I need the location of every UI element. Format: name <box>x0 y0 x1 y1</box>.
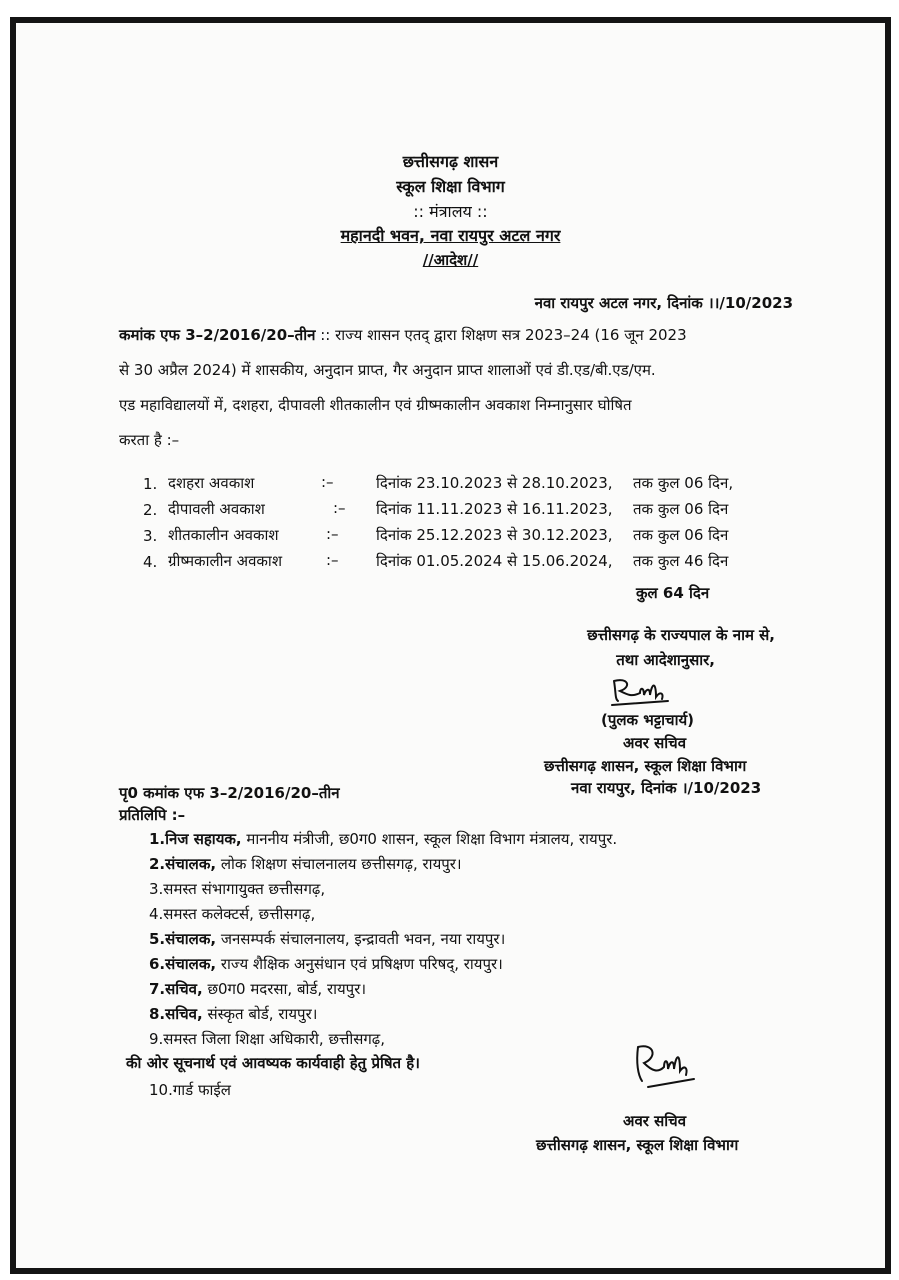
copy-to-label: प्रतिलिपि :– <box>119 806 186 824</box>
list-item <box>149 979 366 999</box>
list-item <box>149 1029 385 1049</box>
holiday-number: 3. <box>143 527 158 545</box>
signature-1 <box>606 673 676 709</box>
holiday-name: दशहरा अवकाश <box>168 474 255 492</box>
copy-recipient-text: 4.समस्त कलेक्टर्स, छत्तीसगढ़, <box>149 905 316 923</box>
holiday-number: 4. <box>143 553 158 571</box>
copy-recipient-text: लोक शिक्षण संचालनालय छत्तीसगढ़, रायपुर। <box>216 855 462 873</box>
holiday-date-range: दिनांक 25.12.2023 से 30.12.2023, <box>376 526 613 544</box>
holiday-date-range: दिनांक 23.10.2023 से 28.10.2023, <box>376 474 613 492</box>
holiday-separator: :– <box>326 551 339 569</box>
signatory-name: (पुलक भट्टाचार्य) <box>601 711 695 729</box>
holiday-separator: :– <box>333 499 346 517</box>
copy-recipient-title: 8.सचिव, <box>149 1005 203 1023</box>
order-number: कमांक एफ 3–2/2016/20–तीन <box>119 326 316 344</box>
order-dateline: नवा रायपुर अटल नगर, दिनांक ।।/10/2023 <box>534 294 793 312</box>
header-department: स्कूल शिक्षा विभाग <box>396 177 505 196</box>
list-item <box>149 954 503 974</box>
signatory-designation: अवर सचिव <box>623 734 687 752</box>
copy-recipient-text: 3.समस्त संभागायुक्त छत्तीसगढ़, <box>149 880 326 898</box>
authority-line-2: तथा आदेशानुसार, <box>616 651 715 669</box>
holiday-date-range: दिनांक 11.11.2023 से 16.11.2023, <box>376 500 613 518</box>
header-ministry: :: मंत्रालय :: <box>413 202 488 221</box>
list-item <box>149 904 315 924</box>
holiday-total: तक कुल 06 दिन <box>633 500 729 518</box>
list-item <box>149 1004 317 1024</box>
signature-2 <box>628 1041 700 1093</box>
copy-recipient-text: छ0ग0 मदरसा, बोर्ड, रायपुर। <box>202 980 367 998</box>
holiday-number: 1. <box>143 475 158 493</box>
order-line-4: करता है :– <box>119 431 180 449</box>
list-item <box>149 829 617 849</box>
holiday-name: शीतकालीन अवकाश <box>168 526 279 544</box>
forward-note: की ओर सूचनार्थ एवं आवष्यक कार्यवाही हेतु प्रेषित है। <box>126 1054 420 1072</box>
header-order-title: //आदेश// <box>422 251 479 269</box>
holiday-number: 2. <box>143 501 158 519</box>
guard-file: 10.गार्ड फाईल <box>149 1081 231 1099</box>
holiday-separator: :– <box>321 473 334 491</box>
document-frame <box>10 17 891 1274</box>
final-sign-designation: अवर सचिव <box>623 1112 687 1130</box>
authority-line-1: छत्तीसगढ़ के राज्यपाल के नाम से, <box>587 626 775 644</box>
grand-total: कुल 64 दिन <box>636 584 710 602</box>
list-item <box>149 854 462 874</box>
holiday-name: दीपावली अवकाश <box>168 500 265 518</box>
header-address: महानदी भवन, नवा रायपुर अटल नगर <box>340 226 561 245</box>
header-state: छत्तीसगढ़ शासन <box>402 152 499 171</box>
copy-recipient-text: माननीय मंत्रीजी, छ0ग0 शासन, स्कूल शिक्षा विभाग मंत्रालय, रायपुर. <box>241 830 618 848</box>
copy-recipient-title: 7.सचिव, <box>149 980 203 998</box>
holiday-date-range: दिनांक 01.05.2024 से 15.06.2024, <box>376 552 613 570</box>
signatory-department: छत्तीसगढ़ शासन, स्कूल शिक्षा विभाग <box>544 757 747 775</box>
list-item <box>149 879 325 899</box>
holiday-total: तक कुल 06 दिन <box>633 526 729 544</box>
order-line-3: एड महाविद्यालयों में, दशहरा, दीपावली शीतकालीन एवं ग्रीष्मकालीन अवकाश निम्नानुसार घोषित <box>119 396 632 414</box>
copy-recipient-text: राज्य शैक्षिक अनुसंधान एवं प्रषिक्षण परिषद्, रायपुर। <box>216 955 503 973</box>
holiday-name: ग्रीष्मकालीन अवकाश <box>168 552 283 570</box>
copy-recipient-text: जनसम्पर्क संचालनालय, इन्द्रावती भवन, नया रायपुर। <box>216 930 506 948</box>
copy-recipient-title: 6.संचालक, <box>149 955 217 973</box>
copy-recipient-text: 9.समस्त जिला शिक्षा अधिकारी, छत्तीसगढ़, <box>149 1030 386 1048</box>
order-text-1: :: राज्य शासन एतद् द्वारा शिक्षण सत्र 2023–24 (16 जून 2023 <box>320 326 687 344</box>
holiday-separator: :– <box>326 525 339 543</box>
order-page <box>16 23 885 1268</box>
copy-recipient-title: 1.निज सहायक, <box>149 830 242 848</box>
final-sign-department: छत्तीसगढ़ शासन, स्कूल शिक्षा विभाग <box>536 1136 739 1154</box>
copy-recipient-text: संस्कृत बोर्ड, रायपुर। <box>202 1005 318 1023</box>
order-line-2: से 30 अप्रैल 2024) में शासकीय, अनुदान प्राप्त, गैर अनुदान प्राप्त शालाओं एवं डी.एड/बी.एड/एम. <box>119 361 656 379</box>
copy-recipient-title: 5.संचालक, <box>149 930 217 948</box>
holiday-total: तक कुल 46 दिन <box>633 552 729 570</box>
copy-recipient-title: 2.संचालक, <box>149 855 217 873</box>
holiday-total: तक कुल 06 दिन, <box>633 474 734 492</box>
endorsement-number: पृ0 कमांक एफ 3–2/2016/20–तीन <box>119 784 340 802</box>
signatory-place-date: नवा रायपुर, दिनांक ।/10/2023 <box>571 779 762 797</box>
order-line-1 <box>119 325 687 345</box>
list-item <box>149 929 505 949</box>
